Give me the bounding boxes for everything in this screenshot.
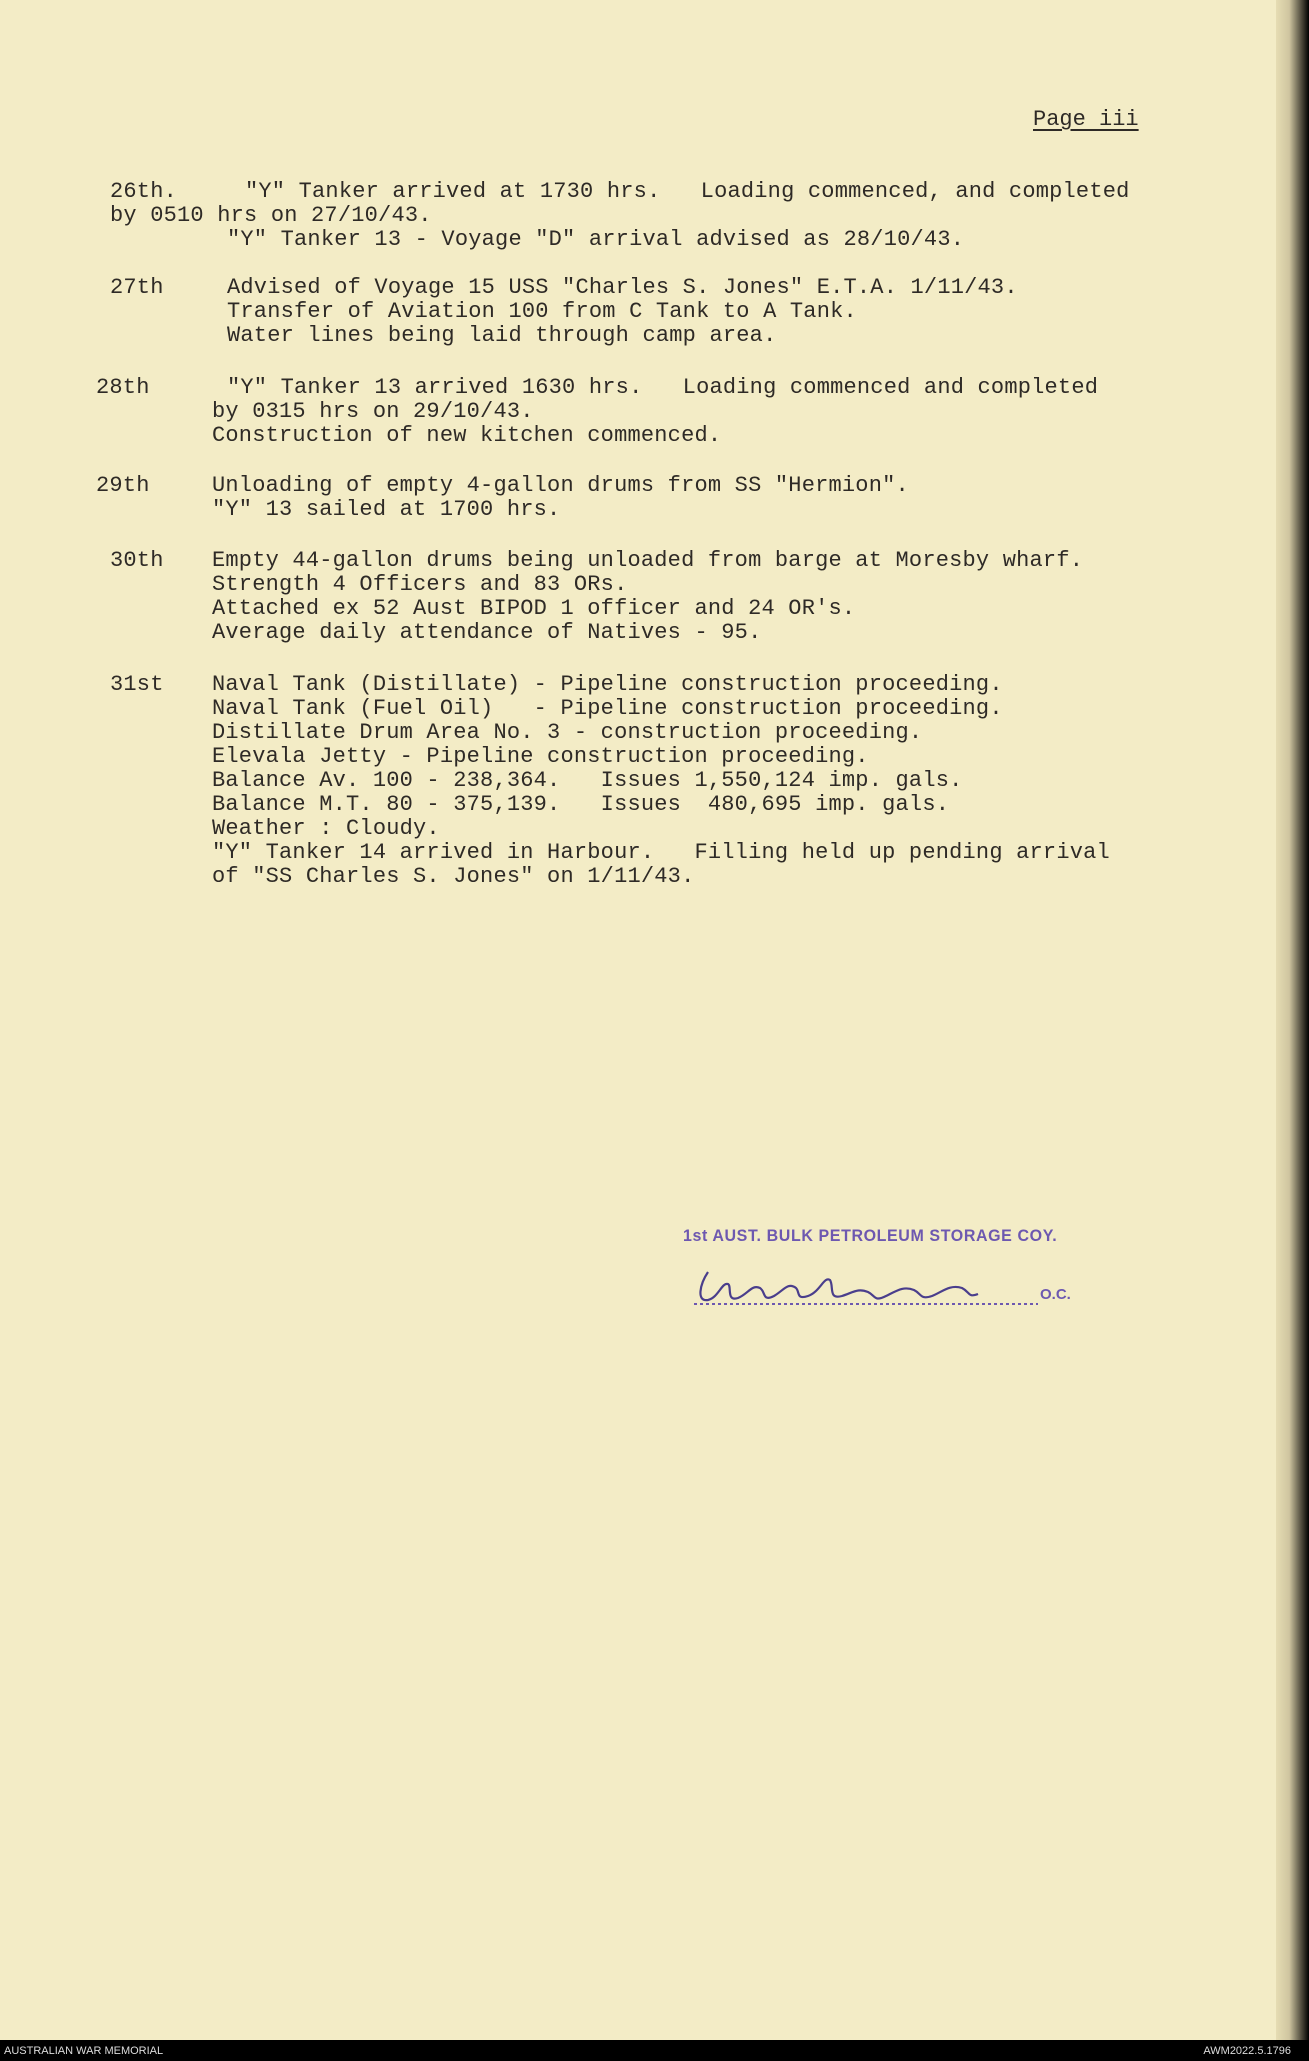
entry-31-line-5: Balance Av. 100 - 238,364. Issues 1,550,124 imp. gals. <box>212 768 963 793</box>
entry-26-line-3: "Y" Tanker 13 - Voyage "D" arrival advised as 28/10/43. <box>227 227 965 252</box>
entry-29-line-1: Unloading of empty 4-gallon drums from SS "Hermion". <box>212 473 909 498</box>
page-edge <box>1276 0 1309 2040</box>
entry-31-line-4: Elevala Jetty - Pipeline construction proceeding. <box>212 744 869 769</box>
entry-26-line-2: by 0510 hrs on 27/10/43. <box>110 203 432 228</box>
entry-date-27: 27th <box>110 275 164 300</box>
entry-29-line-2: "Y" 13 sailed at 1700 hrs. <box>212 497 561 522</box>
entry-28-line-3: Construction of new kitchen commenced. <box>212 423 722 448</box>
entry-31-line-6: Balance M.T. 80 - 375,139. Issues 480,695 imp. gals. <box>212 792 950 817</box>
archive-reference: AWM2022.5.1796 <box>1203 2045 1291 2057</box>
archive-name: AUSTRALIAN WAR MEMORIAL <box>4 2045 164 2057</box>
entry-31-line-3: Distillate Drum Area No. 3 - construction proceeding. <box>212 720 923 745</box>
entry-31-line-2: Naval Tank (Fuel Oil) - Pipeline construction proceeding. <box>212 696 1003 721</box>
entry-date-26: 26th. <box>110 179 178 204</box>
entry-30-line-4: Average daily attendance of Natives - 95. <box>212 620 762 645</box>
entry-28-line-1: "Y" Tanker 13 arrived 1630 hrs. Loading commenced and completed <box>227 375 1099 400</box>
entry-31-line-1: Naval Tank (Distillate) - Pipeline construction proceeding. <box>212 672 1003 697</box>
entry-date-31: 31st <box>110 672 164 697</box>
page-number: Page iii <box>1033 107 1139 132</box>
entry-date-29: 29th <box>96 473 150 498</box>
entry-27-line-3: Water lines being laid through camp area. <box>227 323 777 348</box>
entry-31-line-9: of "SS Charles S. Jones" on 1/11/43. <box>212 864 695 889</box>
entry-26-line-1: "Y" Tanker arrived at 1730 hrs. Loading commenced, and completed <box>245 179 1130 204</box>
entry-30-line-3: Attached ex 52 Aust BIPOD 1 officer and 24 OR's. <box>212 596 856 621</box>
unit-stamp: 1st AUST. BULK PETROLEUM STORAGE COY. <box>683 1227 1058 1246</box>
entry-27-line-1: Advised of Voyage 15 USS "Charles S. Jones" E.T.A. 1/11/43. <box>227 275 1018 300</box>
entry-31-line-8: "Y" Tanker 14 arrived in Harbour. Filling held up pending arrival <box>212 840 1110 865</box>
signature <box>678 1262 1078 1322</box>
archive-footer <box>0 2040 1309 2061</box>
entry-date-28: 28th <box>96 375 150 400</box>
entry-28-line-2: by 0315 hrs on 29/10/43. <box>212 399 534 424</box>
entry-date-30: 30th <box>110 548 164 573</box>
entry-30-line-2: Strength 4 Officers and 83 ORs. <box>212 572 628 597</box>
entry-31-line-7: Weather : Cloudy. <box>212 816 440 841</box>
officer-commanding-label: O.C. <box>1040 1286 1071 1303</box>
entry-30-line-1: Empty 44-gallon drums being unloaded from barge at Moresby wharf. <box>212 548 1084 573</box>
entry-27-line-2: Transfer of Aviation 100 from C Tank to A Tank. <box>227 299 857 324</box>
